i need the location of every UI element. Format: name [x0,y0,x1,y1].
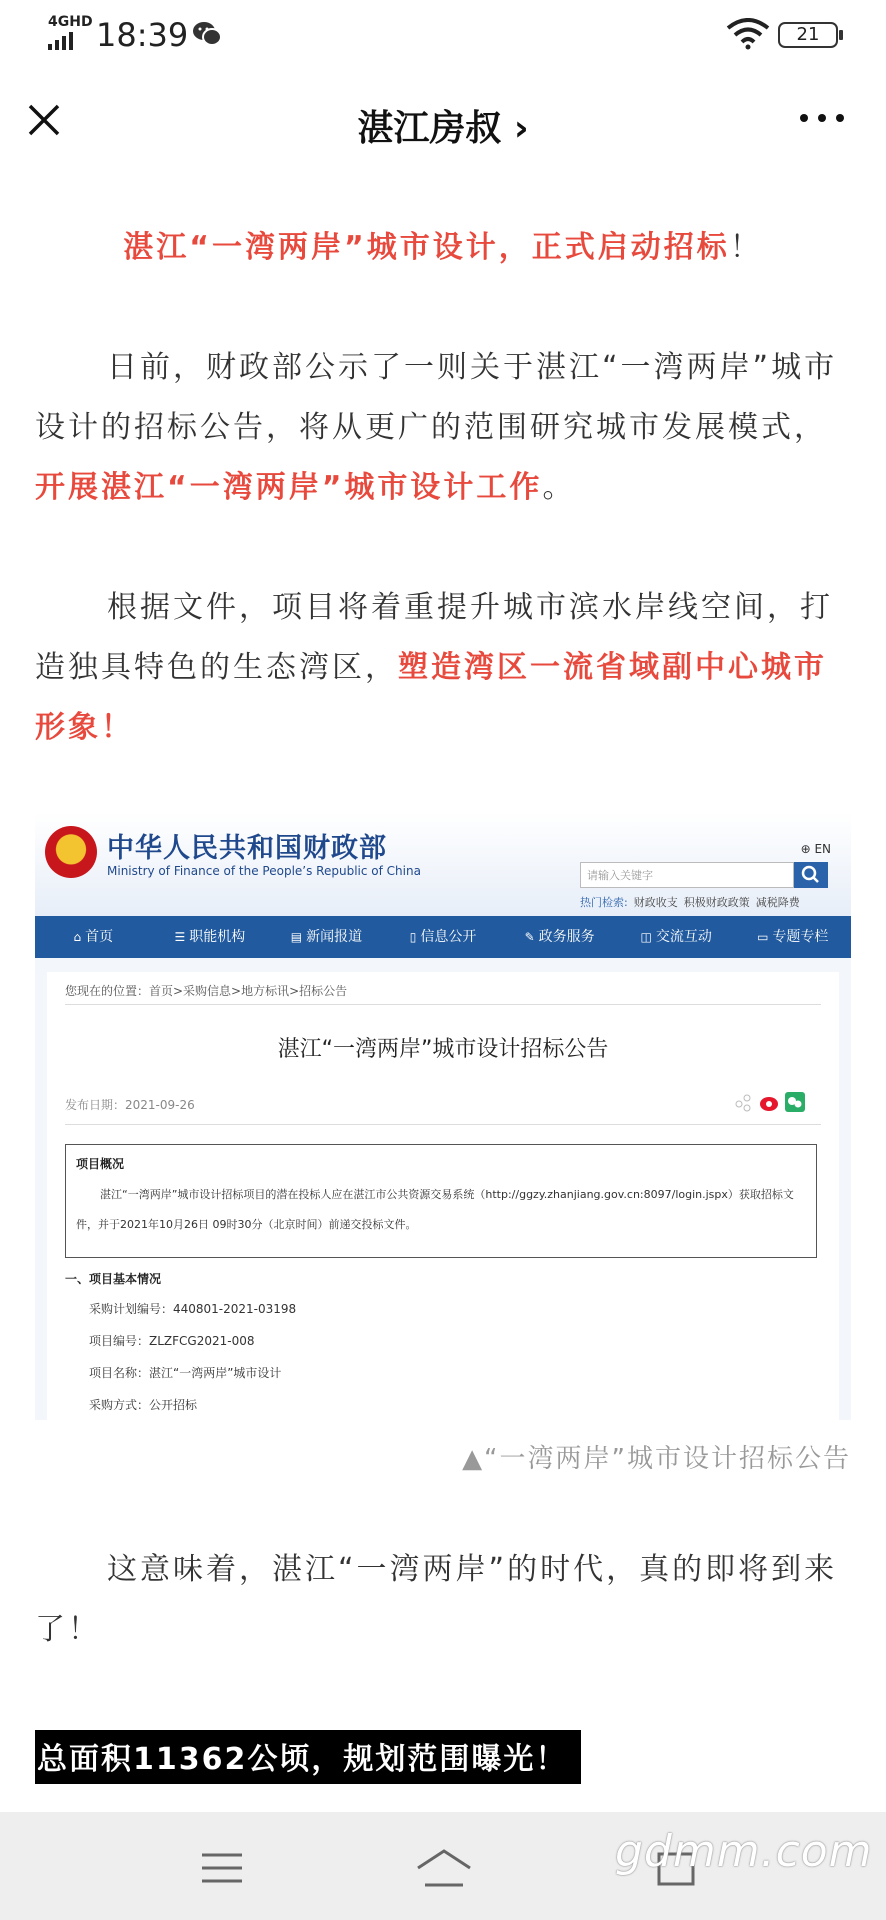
nav-bar [0,70,886,176]
paragraph-3 [35,1540,851,1660]
hot-search [580,894,800,910]
notice-card [47,972,839,1420]
basic-info-row: 项目编号：ZLZFCG2021-008 [89,1334,255,1348]
clock: 18:39 [96,16,189,54]
edit-icon: ✎ [524,930,535,944]
paragraph-1-end: 。 [542,470,576,505]
menu-item-topics [734,916,851,958]
basic-info-row: 采购计划编号：440801-2021-03198 [89,1302,297,1316]
publish-date: 发布日期：2021-09-26 [65,1098,195,1112]
battery-indicator: 21 [778,22,838,48]
watermark: gdmm.com [615,1826,873,1877]
national-emblem-icon [45,826,97,878]
breadcrumb: 您现在的位置：首页>采购信息>地方标讯>招标公告 [65,984,348,998]
menu-label: 信息公开 [420,929,477,945]
paragraph-1-text: 日前，财政部公示了一则关于湛江“一湾两岸”城市设计的招标公告，将从更广的范围研究城市发展模式， [35,350,838,445]
ministry-menu [35,916,851,958]
menu-label: 职能机构 [189,929,246,945]
paragraph-1 [35,338,851,518]
divider [65,1004,821,1005]
hot-search-item: 减税降费 [755,896,800,909]
menu-item-info [385,916,502,958]
status-bar [0,0,886,70]
ministry-subtitle: Ministry of Finance of the People’s Republic of China [107,864,421,878]
ministry-title: 中华人民共和国财政部 [107,833,387,864]
overview-text: 湛江“一湾两岸”城市设计招标项目的潜在投标人应在湛江市公共资源交易系统（http://ggzy.zhanjiang.gov.cn:8097/login.jspx）获取招标文件，并于2021年10月26日 09时30分（北京时间）前递交投标文件。 [76,1188,794,1231]
menu-item-functions [152,916,269,958]
divider [65,1124,821,1125]
signal-icon [48,30,88,50]
hot-search-label: 热门检索: [580,896,628,909]
section-heading-highlight: 总面积11362公顷，规划范围曝光！ [35,1730,581,1784]
headline [35,218,851,278]
search-icon [794,862,828,888]
menu-label: 专题专栏 [772,929,829,945]
hot-search-item: 财政收支 [633,896,678,909]
headline-end: ！ [729,230,763,265]
home-icon[interactable] [415,1848,473,1888]
image-caption: ▲“一湾两岸”城市设计招标公告 [462,1444,851,1474]
ministry-search-field: 请输入关键字 [580,862,794,888]
language-switch: ⊕ EN [800,842,831,856]
article-body [35,176,851,758]
wifi-icon [726,18,770,50]
menu-label: 政务服务 [538,929,595,945]
list-icon: ☰ [174,930,186,944]
paragraph-2-text: 根据文件，项目将着重提升城市滨水岸线空间，打造独具特色的生态湾区， [35,590,833,685]
basic-info-row: 项目名称：湛江“一湾两岸”城市设计 [89,1366,282,1380]
chat-icon: ◫ [640,930,652,944]
paragraph-1-red: 开展湛江“一湾两岸”城市设计工作 [35,470,543,505]
menu-item-interaction [618,916,735,958]
basic-info-heading: 一、项目基本情况 [65,1272,162,1286]
language-label: EN [814,842,831,856]
wechat-notification-icon [192,20,222,48]
menu-item-news [268,916,385,958]
news-icon: ▤ [290,930,303,944]
document-icon: ▯ [409,930,417,944]
paragraph-2 [35,578,851,758]
recent-apps-icon[interactable] [200,1852,244,1884]
account-name-link[interactable]: 湛江房叔 › [357,108,529,149]
more-options-icon[interactable] [798,110,846,126]
menu-item-services [501,916,618,958]
home-icon: ⌂ [73,930,82,944]
folder-icon: ▭ [757,930,769,944]
notice-title: 湛江“一湾两岸”城市设计招标公告 [277,1037,609,1062]
menu-label: 新闻报道 [306,929,363,945]
basic-info-row: 采购方式：公开招标 [89,1398,198,1412]
overview-heading: 项目概况 [76,1157,125,1171]
project-overview-box [65,1144,817,1258]
paragraph-3-text: 这意味着，湛江“一湾两岸”的时代，真的即将到来了！ [35,1552,838,1647]
menu-label: 交流互动 [655,929,712,945]
headline-red-text: 湛江“一湾两岸”城市设计，正式启动招标 [123,230,730,265]
share-icons [729,1090,809,1114]
menu-label: 首页 [85,929,114,945]
notice-screenshot-image[interactable] [35,812,851,1420]
hot-search-item: 积极财政政策 [683,896,750,909]
paragraph-2-red: 塑造湾区一流省域副中心城市形象！ [35,650,827,745]
menu-item-home [35,916,152,958]
ministry-header [35,812,851,916]
network-type: 4GHD [48,14,93,30]
